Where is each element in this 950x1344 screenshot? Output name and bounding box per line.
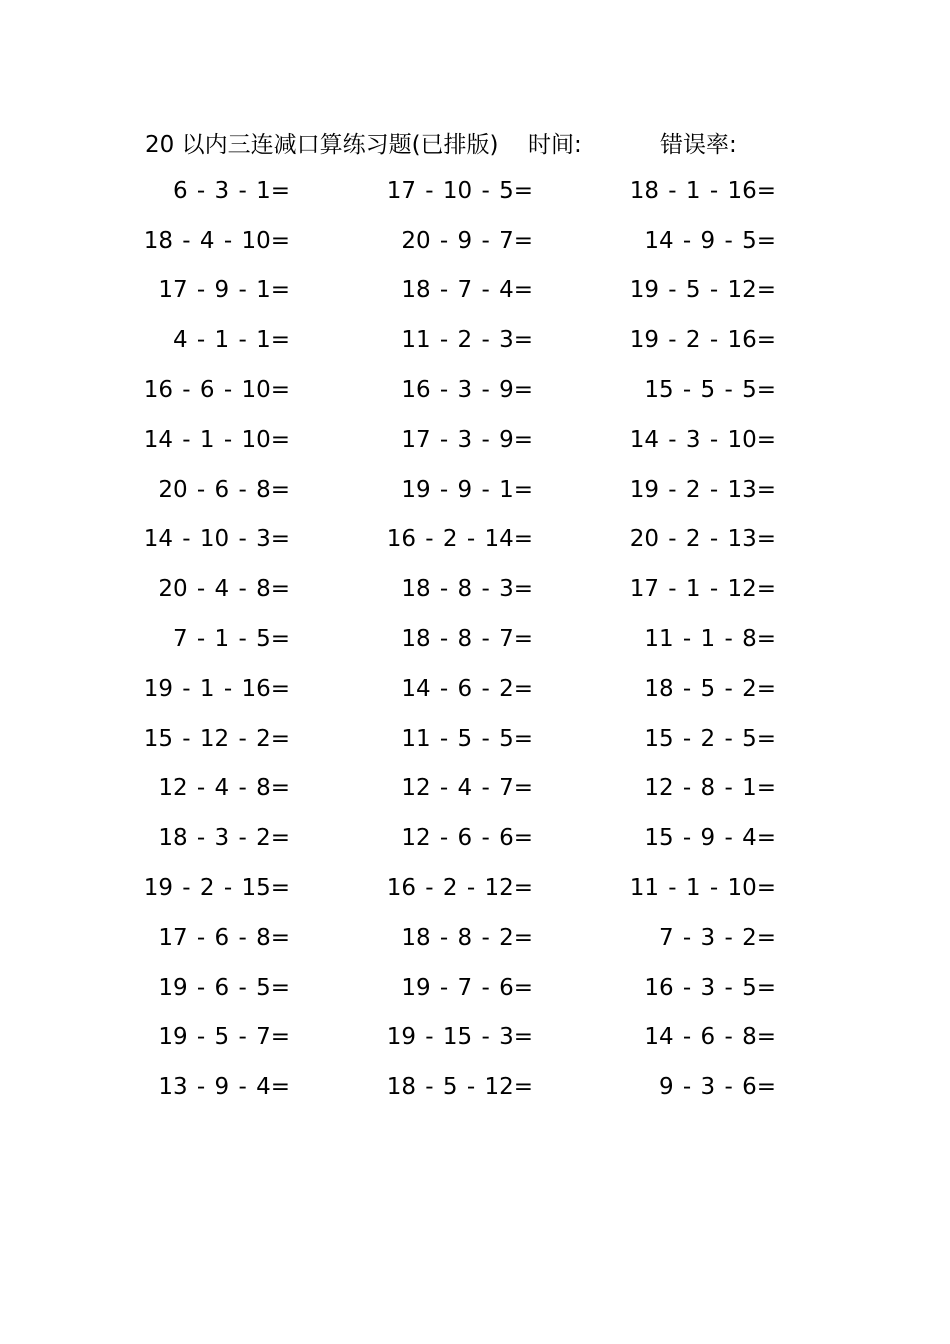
problem-cell: 19 - 2 - 15= xyxy=(143,875,290,902)
problem-cell: 18 - 5 - 2= xyxy=(644,675,776,702)
problem-cell: 19 - 1 - 16= xyxy=(143,675,290,702)
problem-cell: 13 - 9 - 4= xyxy=(158,1074,290,1101)
problem-cell: 18 - 7 - 4= xyxy=(401,277,533,304)
problem-cell: 11 - 1 - 8= xyxy=(644,626,776,653)
problem-cell: 15 - 9 - 4= xyxy=(644,825,776,852)
problem-cell: 7 - 3 - 2= xyxy=(658,924,776,951)
worksheet-header xyxy=(145,122,737,162)
problem-cell: 18 - 1 - 16= xyxy=(629,177,776,204)
problem-cell: 15 - 2 - 5= xyxy=(644,725,776,752)
problem-cell: 14 - 1 - 10= xyxy=(143,426,290,453)
problem-cell: 17 - 6 - 8= xyxy=(158,924,290,951)
error-rate-label: 错误率: xyxy=(660,131,737,158)
problem-cell: 12 - 4 - 8= xyxy=(158,775,290,802)
problem-cell: 11 - 2 - 3= xyxy=(401,327,533,354)
problem-cell: 16 - 6 - 10= xyxy=(143,377,290,404)
problem-cell: 12 - 6 - 6= xyxy=(401,825,533,852)
problem-cell: 16 - 2 - 12= xyxy=(386,875,533,902)
problem-cell: 12 - 8 - 1= xyxy=(644,775,776,802)
problem-cell: 16 - 3 - 5= xyxy=(644,974,776,1001)
problem-cell: 9 - 3 - 6= xyxy=(658,1074,776,1101)
problem-cell: 14 - 9 - 5= xyxy=(644,227,776,254)
problem-cell: 19 - 7 - 6= xyxy=(401,974,533,1001)
problem-cell: 19 - 5 - 12= xyxy=(629,277,776,304)
problem-cell: 14 - 6 - 8= xyxy=(644,1024,776,1051)
problem-cell: 15 - 12 - 2= xyxy=(143,725,290,752)
problem-cell: 16 - 2 - 14= xyxy=(386,526,533,553)
problem-cell: 20 - 2 - 13= xyxy=(629,526,776,553)
problem-cell: 17 - 3 - 9= xyxy=(401,426,533,453)
problem-cell: 19 - 15 - 3= xyxy=(386,1024,533,1051)
problem-cell: 20 - 9 - 7= xyxy=(401,227,533,254)
problem-grid xyxy=(0,166,950,1112)
problem-cell: 20 - 4 - 8= xyxy=(158,576,290,603)
problem-cell: 18 - 8 - 3= xyxy=(401,576,533,603)
problem-cell: 14 - 10 - 3= xyxy=(143,526,290,553)
problem-cell: 19 - 2 - 13= xyxy=(629,476,776,503)
problem-cell: 17 - 10 - 5= xyxy=(386,177,533,204)
problem-cell: 18 - 8 - 2= xyxy=(401,924,533,951)
problem-cell: 11 - 1 - 10= xyxy=(629,875,776,902)
problem-cell: 19 - 2 - 16= xyxy=(629,327,776,354)
problem-cell: 14 - 3 - 10= xyxy=(629,426,776,453)
problem-cell: 18 - 4 - 10= xyxy=(143,227,290,254)
problem-cell: 17 - 1 - 12= xyxy=(629,576,776,603)
problem-cell: 16 - 3 - 9= xyxy=(401,377,533,404)
problem-cell: 17 - 9 - 1= xyxy=(158,277,290,304)
problem-cell: 19 - 9 - 1= xyxy=(401,476,533,503)
problem-cell: 4 - 1 - 1= xyxy=(172,327,290,354)
problem-cell: 6 - 3 - 1= xyxy=(172,177,290,204)
time-label: 时间: xyxy=(528,131,582,158)
problem-cell: 15 - 5 - 5= xyxy=(644,377,776,404)
problem-cell: 20 - 6 - 8= xyxy=(158,476,290,503)
problem-cell: 19 - 6 - 5= xyxy=(158,974,290,1001)
problem-cell: 18 - 3 - 2= xyxy=(158,825,290,852)
worksheet-title: 20 以内三连减口算练习题(已排版) xyxy=(145,131,499,158)
problem-cell: 18 - 8 - 7= xyxy=(401,626,533,653)
problem-cell: 7 - 1 - 5= xyxy=(172,626,290,653)
problem-cell: 14 - 6 - 2= xyxy=(401,675,533,702)
problem-cell: 12 - 4 - 7= xyxy=(401,775,533,802)
problem-cell: 18 - 5 - 12= xyxy=(386,1074,533,1101)
problem-cell: 11 - 5 - 5= xyxy=(401,725,533,752)
problem-cell: 19 - 5 - 7= xyxy=(158,1024,290,1051)
